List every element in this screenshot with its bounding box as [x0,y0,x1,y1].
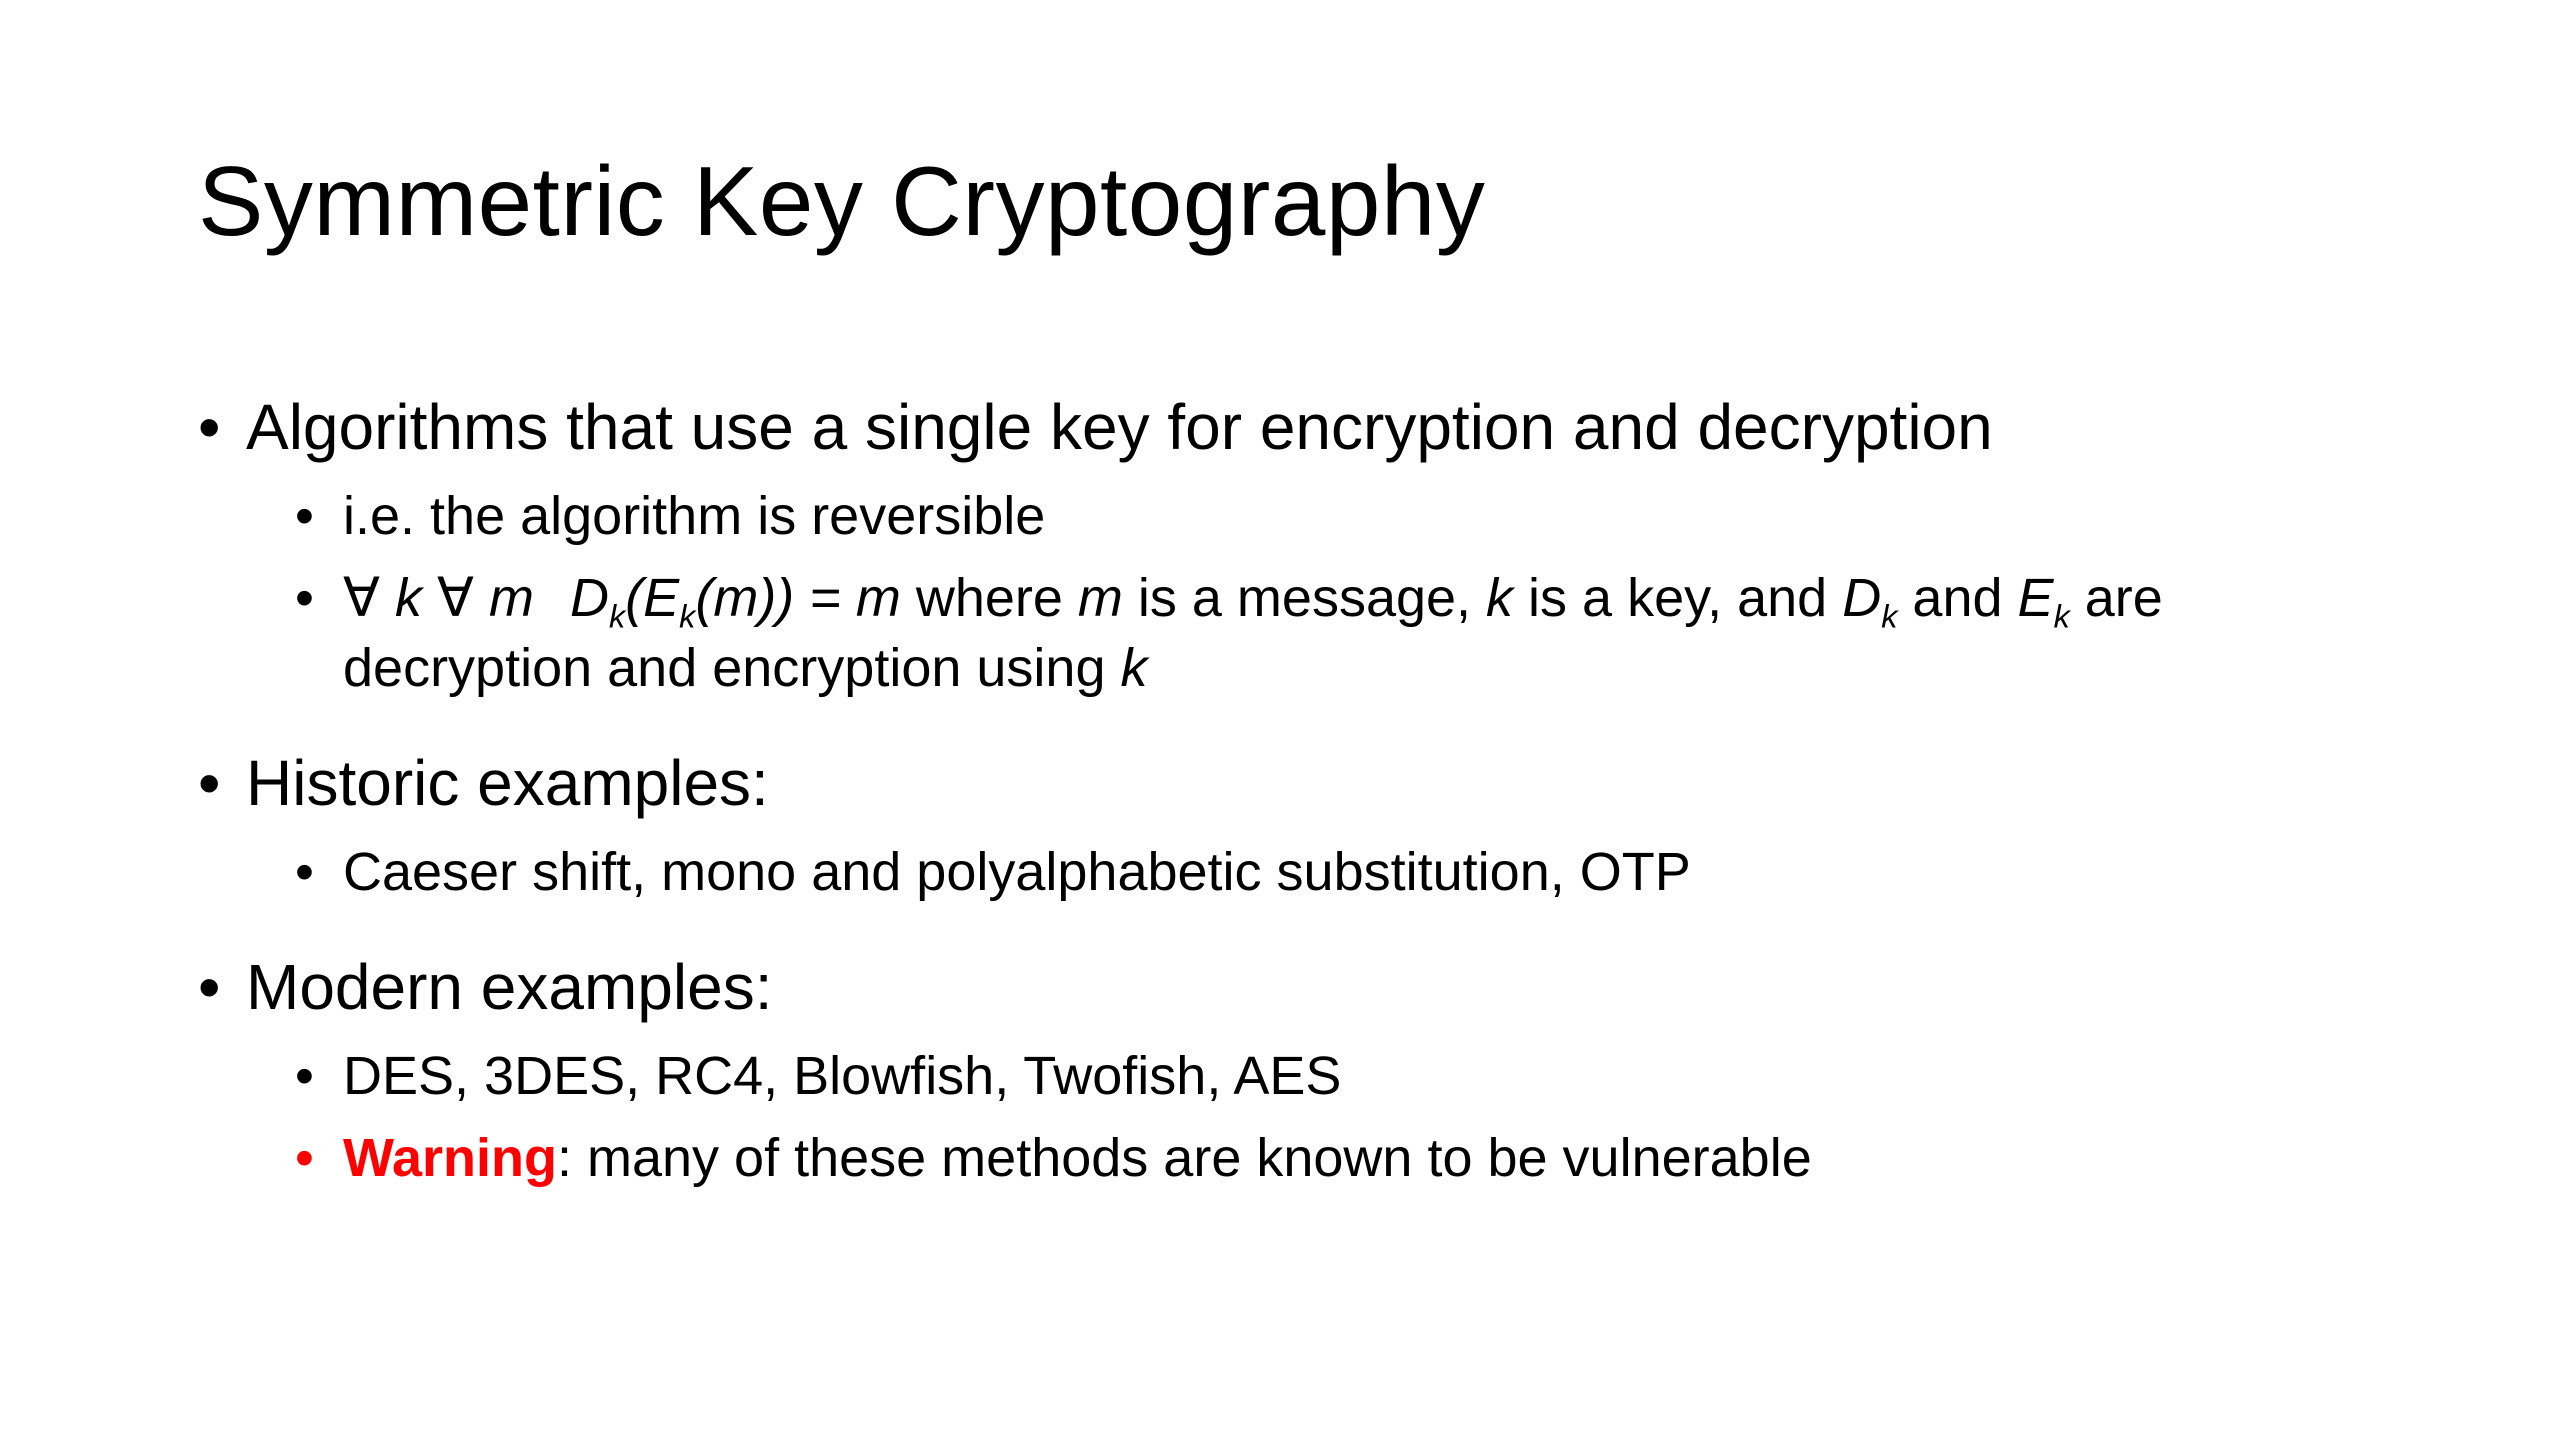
sub-bullet-formula: • ∀ k ∀ m $D_k(E_k(m)) = m$ where m is a message, k is a key, and $D_k$ and $E_k$ are decryption and encryption using k [295,563,2378,703]
warning-label: Warning [343,1128,557,1188]
sub-bullet-historic-list [295,837,2378,907]
sub-bullet-text: DES, 3DES, RC4, Blowfish, Twofish, AES [343,1046,1342,1106]
slide-content [198,385,2378,1193]
bullet-text: Historic examples: [246,747,769,819]
bullet-algorithms [198,385,2378,469]
bullet-text: Algorithms that use a single key for encryption and decryption [246,391,1993,463]
sub-bullet-warning [295,1123,2378,1193]
bullet-dot: • [198,951,221,1023]
bullet-historic-examples [198,741,2378,825]
bullet-dot: • [198,391,221,463]
bullet-text: Modern examples: [246,951,773,1023]
bullet-modern-examples [198,945,2378,1029]
warning-text: : many of these methods are known to be vulnerable [556,1128,1812,1188]
sub-bullet-modern-list [295,1041,2378,1111]
formula: ∀ k ∀ m $D_k(E_k(m)) = m$ [343,568,901,635]
slide-title: Symmetric Key Cryptography [198,146,1486,256]
sub-bullet-text: Caeser shift, mono and polyalphabetic substitution, OTP [343,842,1691,902]
sub-bullet-text: i.e. the algorithm is reversible [343,486,1046,546]
sub-bullet-reversible [295,481,2378,551]
bullet-dot: • [198,747,221,819]
bullet-dot: • [295,842,314,902]
bullet-dot: • [295,568,314,628]
bullet-dot: • [295,486,314,546]
bullet-dot: • [295,1046,314,1106]
warning-bullet-dot: • [295,1128,314,1188]
